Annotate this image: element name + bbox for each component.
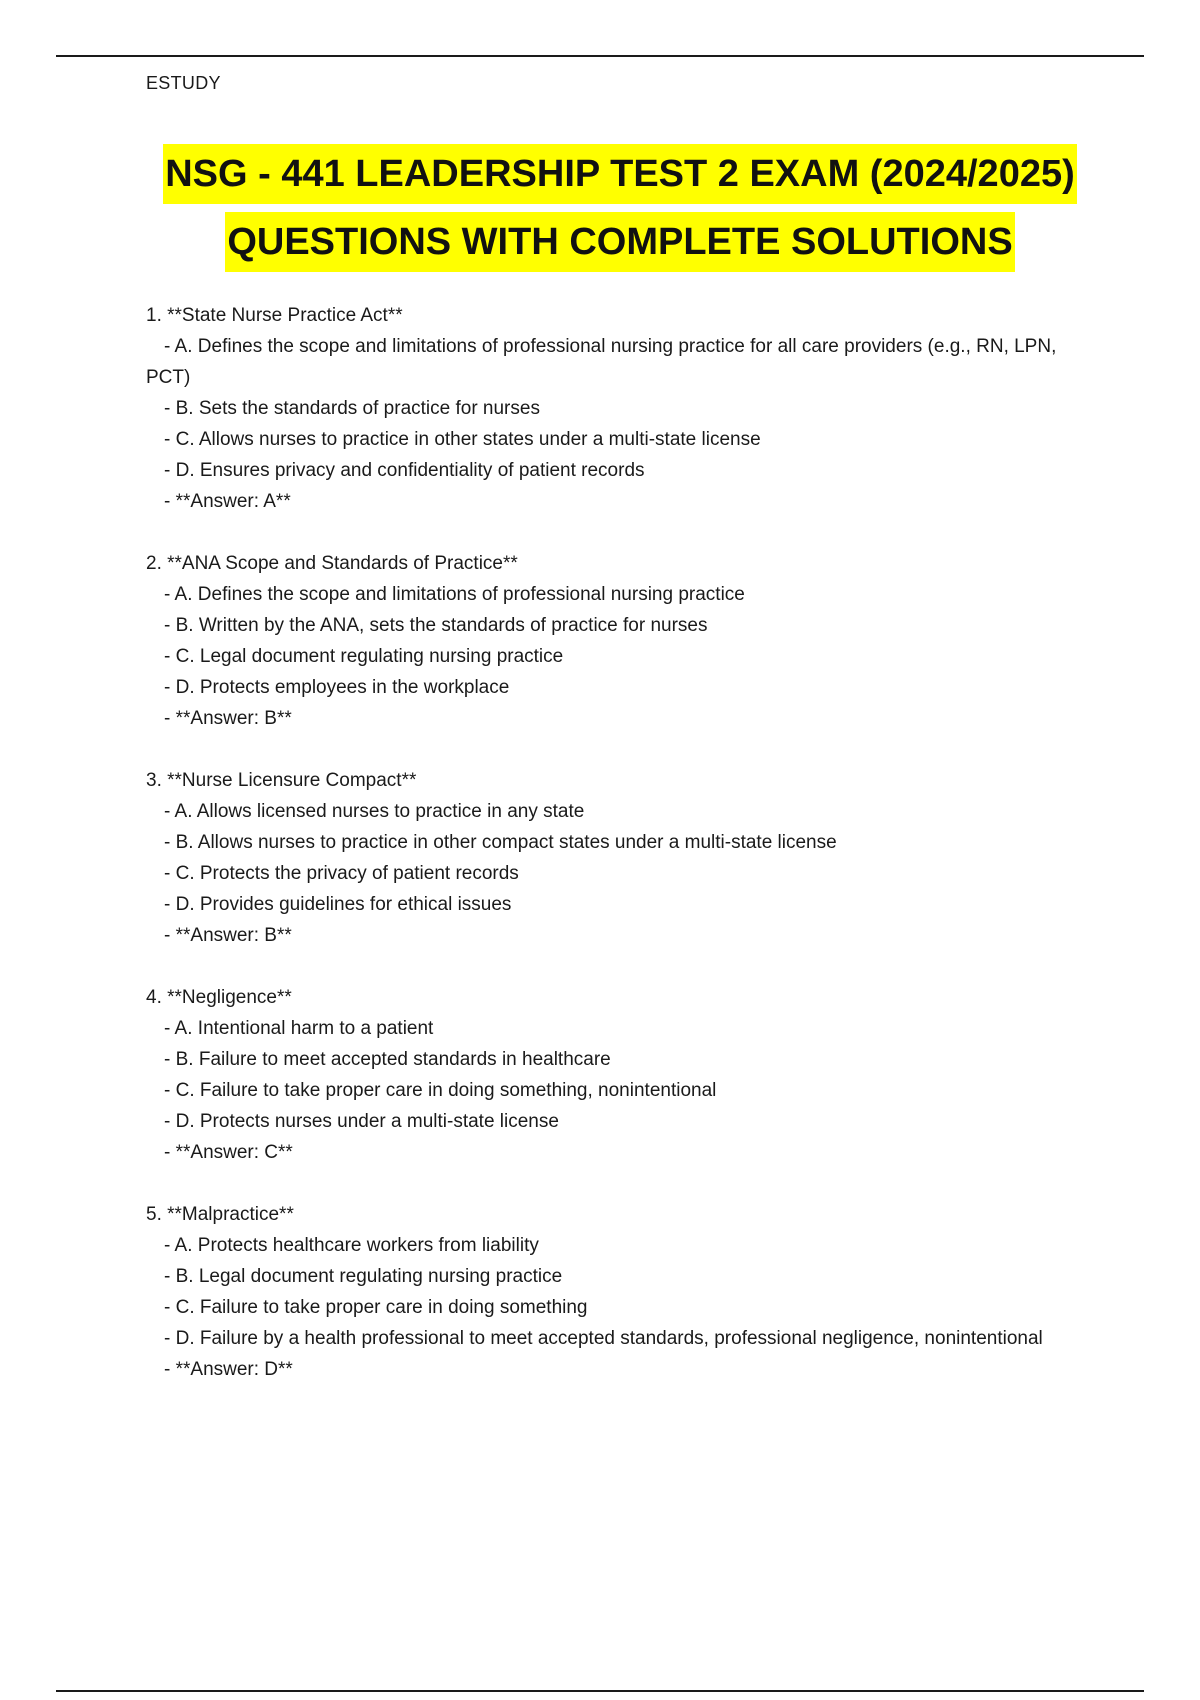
- answer-line: - **Answer: C**: [164, 1142, 293, 1163]
- option-a: - A. Intentional harm to a patient: [164, 1018, 434, 1039]
- title-line-2: QUESTIONS WITH COMPLETE SOLUTIONS: [225, 212, 1014, 272]
- question-title: 4. **Negligence**: [146, 987, 292, 1008]
- option-d: - D. Protects nurses under a multi-state license: [164, 1111, 559, 1132]
- bottom-rule: [56, 1690, 1144, 1692]
- question-4: [146, 982, 1086, 1168]
- top-rule: [56, 55, 1144, 57]
- option-b: - B. Legal document regulating nursing practice: [164, 1266, 563, 1287]
- answer-line: - **Answer: B**: [164, 925, 292, 946]
- answer-line: - **Answer: B**: [164, 708, 292, 729]
- option-a: - A. Defines the scope and limitations of professional nursing practice for all care providers (e.g., RN, LPN, PCT): [146, 336, 1057, 388]
- question-3: [146, 765, 1086, 951]
- option-b: - B. Sets the standards of practice for nurses: [164, 398, 540, 419]
- question-title: 3. **Nurse Licensure Compact**: [146, 770, 417, 791]
- option-b: - B. Failure to meet accepted standards in healthcare: [164, 1049, 611, 1070]
- question-title: 1. **State Nurse Practice Act**: [146, 305, 403, 326]
- answer-line: - **Answer: A**: [164, 491, 291, 512]
- document-title: [0, 144, 1200, 272]
- option-b: - B. Written by the ANA, sets the standards of practice for nurses: [164, 615, 708, 636]
- question-5: [146, 1199, 1086, 1385]
- option-b: - B. Allows nurses to practice in other compact states under a multi-state license: [164, 832, 837, 853]
- question-2: [146, 548, 1086, 734]
- document-header-label: ESTUDY: [146, 73, 221, 93]
- answer-line: - **Answer: D**: [164, 1359, 293, 1380]
- option-c: - C. Protects the privacy of patient records: [164, 863, 519, 884]
- question-list: [146, 300, 1086, 1416]
- option-a: - A. Defines the scope and limitations of professional nursing practice: [164, 584, 745, 605]
- option-d: - D. Failure by a health professional to meet accepted standards, professional negligence, nonintentional: [164, 1328, 1043, 1349]
- title-line-1: NSG - 441 LEADERSHIP TEST 2 EXAM (2024/2025): [163, 144, 1077, 204]
- question-title: 2. **ANA Scope and Standards of Practice**: [146, 553, 518, 574]
- option-a: - A. Allows licensed nurses to practice in any state: [164, 801, 585, 822]
- option-d: - D. Provides guidelines for ethical issues: [164, 894, 512, 915]
- option-c: - C. Allows nurses to practice in other states under a multi-state license: [164, 429, 761, 450]
- option-d: - D. Protects employees in the workplace: [164, 677, 510, 698]
- question-1: [146, 300, 1086, 517]
- option-c: - C. Failure to take proper care in doing something, nonintentional: [164, 1080, 717, 1101]
- option-d: - D. Ensures privacy and confidentiality of patient records: [164, 460, 645, 481]
- option-c: - C. Failure to take proper care in doing something: [164, 1297, 588, 1318]
- question-title: 5. **Malpractice**: [146, 1204, 294, 1225]
- option-c: - C. Legal document regulating nursing practice: [164, 646, 564, 667]
- option-a: - A. Protects healthcare workers from liability: [164, 1235, 539, 1256]
